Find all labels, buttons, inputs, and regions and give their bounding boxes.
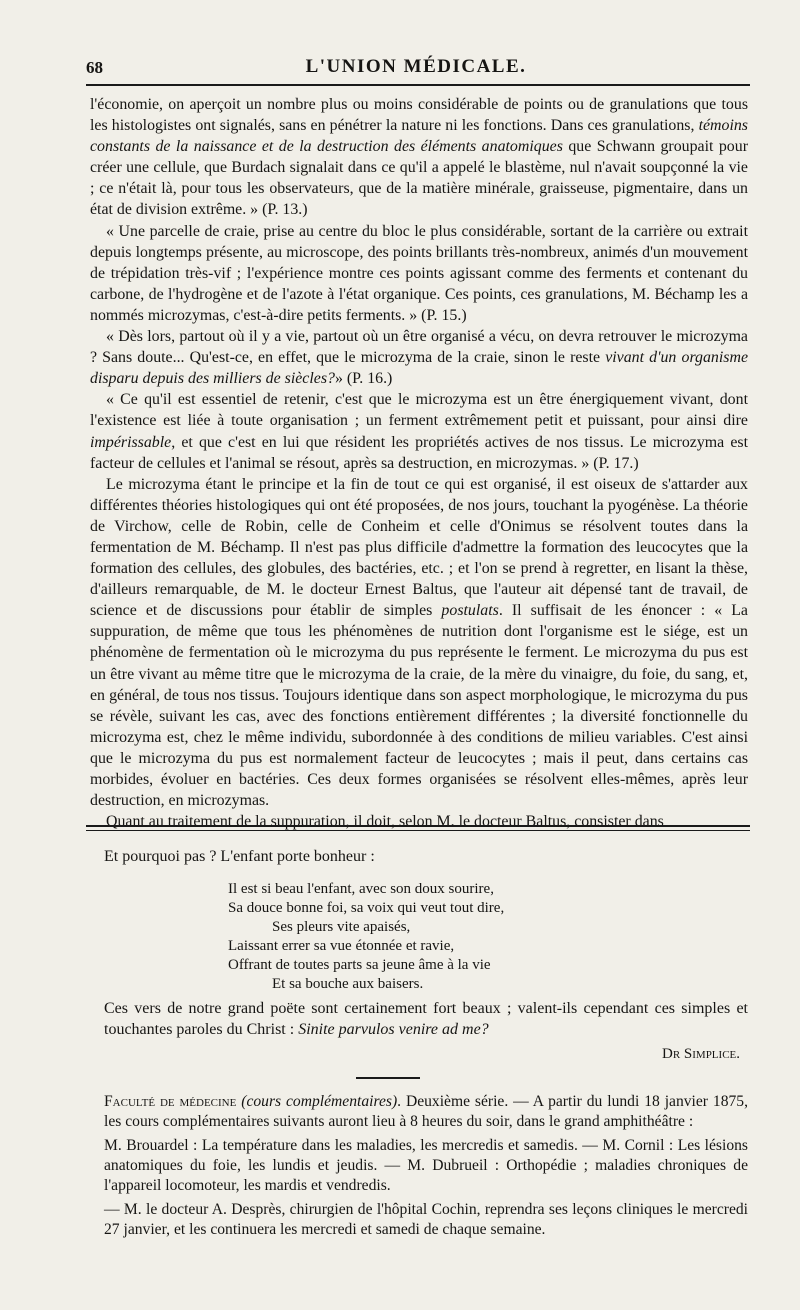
news-section <box>104 1092 748 1240</box>
latin-quote: Sinite parvulos venire ad me? <box>298 1021 489 1038</box>
italic-phrase: postulats <box>441 602 499 620</box>
paragraph-4: « Ce qu'il est essentiel de retenir, c'est que le microzyma est un être énergiquement vivant, dont l'existence est liée à toute organisation ; un ferment extrêmement petit et puissant, pour ainsi dire impérissable, et que c'est en lui que résident les propriétés actives de nos tissus. Le microzyma est facteur de cellules et l'animal se résout, après sa destruction, en microzymas. » (P. 17.) <box>90 391 748 472</box>
poem-line: Il est si beau l'enfant, avec son doux sourire, <box>228 881 494 897</box>
paragraph-5: Le microzyma étant le principe et la fin de tout ce qui est organisé, il est oiseux de s'attarder aux différentes théories histologiques qui ont été proposées, de nos jours, touchant la pyogénèse. La théorie de Virchow, celle de Robin, celle de Conheim et celle d'Onimus se résolvent toutes dans la fermentation de M. Béchamp. Il n'est pas plus difficile d'admettre la formation des leucocytes que la formation des cellules, des globules, des bactéries, etc. ; et l'on se prend à regretter, en lisant la thèse, d'ailleurs remarquable, de M. le docteur Ernest Baltus, que l'auteur ait dépensé tant de travail, de science et de discussions pour établir de simples postulats. Il suffisait de les énoncer : « La suppuration, de même que tous les phénomènes de nutrition dont l'organisme est le siége, est un phénomène de fermentation où le microzyma du pus représente le ferment. Le microzyma du pus est un être vivant au même titre que le microzyma de la craie, de la mère du vinaigre, du foie, du sang, et, en général, de tous nos tissus. Toujours identique dans son aspect morphologique, le microzyma du pus se révèle, suivant les cas, avec des fonctions entièrement différentes ; la diversité fonctionnelle du microzyma est, chez le même individu, subordonnée à des conditions de milieu variables. C'est ainsi que le microzyma du pus est normalement facteur de leucocytes ; mais il peut, dans certains cas morbides, évoluer en bactéries. Ces deux formes organisées se résolvent elles-mêmes, après leur destruction, en microzymas. <box>90 475 748 810</box>
header-rule <box>86 84 750 86</box>
poem <box>228 880 504 994</box>
section-divider <box>356 1077 420 1079</box>
feuilleton-rule <box>86 825 750 827</box>
paragraph-1: l'économie, on aperçoit un nombre plus ou moins considérable de points ou de granulations que tous les histologistes ont signalés, sans en pénétrer la nature ni les fonctions. Dans ces granulations, témoins constants de la naissance et de la destruction des éléments anatomiques que Schwann groupait pour créer une cellule, que Burdach signalait dans ce qu'il a appelé le blastème, nul n'avait soupçonné la vie ; ce n'était là, pour tous les observateurs, que de la matière minérale, graisseuse, pigmentaire, dans un état de division extrême. » (P. 13.) <box>90 96 748 219</box>
news-item-1: Faculté de médecine (cours complémentaires). Deuxième série. — A partir du lundi 18 janvier 1875, les cours complémentaires suivants auront lieu à 8 heures du soir, dans le grand amphithéâtre : <box>104 1093 748 1130</box>
italic-phrase: vivant d'un organisme disparu depuis des milliers de siècles? <box>90 349 748 388</box>
page-number: 68 <box>86 58 103 77</box>
paragraph-6: Quant au traitement de la suppuration, il doit, selon M. le docteur Baltus, consister dans <box>106 813 664 831</box>
signature: Dr Simplice. <box>661 1046 740 1062</box>
feuilleton-rule-thin <box>86 830 750 831</box>
italic-phrase: impérissable <box>90 433 172 451</box>
news-item-2: M. Brouardel : La température dans les maladies, les mercredis et samedis. — M. Cornil : Les lésions anatomiques du foie, les lundis et jeudis. — M. Dubrueil : Orthopédie ; maladies chroniques de l'appareil locomoteur, les mardis et vendredis. <box>104 1137 748 1194</box>
page-header <box>86 52 746 80</box>
paragraph-2: « Une parcelle de craie, prise au centre du bloc le plus considérable, sortant de la carrière ou extrait depuis longtemps présente, au microscope, des points brillants très-nombreux, animés d'un mouvement de trépidation très-vif ; l'expérience montre ces points agissant comme des ferments et contenant du carbone, de l'hydrogène et de l'azote à l'état organique. Ces points, ces granulations, M. Béchamp les a nommés microzymas, c'est-à-dire petits ferments. » (P. 15.) <box>90 222 748 324</box>
poem-line: Ses pleurs vite apaisés, <box>272 919 411 935</box>
italic-phrase: témoins constants de la naissance et de la destruction des éléments anatomiques <box>90 117 748 156</box>
poem-line: Et sa bouche aux baisers. <box>272 976 424 992</box>
poem-line: Offrant de toutes parts sa jeune âme à la vie <box>228 957 491 973</box>
feuilleton-intro: Et pourquoi pas ? L'enfant porte bonheur : <box>104 848 375 865</box>
feuilleton-closing: Ces vers de notre grand poëte sont certainement fort beaux ; valent-ils cependant ces simples et touchantes paroles du Christ : Sinite parvulos venire ad me? <box>104 1000 748 1038</box>
article-body <box>90 94 748 832</box>
paragraph-3: « Dès lors, partout où il y a vie, partout où un être organisé a vécu, on devra retrouver le microzyma ? Sans doute... Qu'est-ce, en effet, que le microzyma de la craie, sinon le reste vivant d'un organisme disparu depuis des milliers de siècles?» (P. 16.) <box>90 328 748 388</box>
news-item-3: — M. le docteur A. Desprès, chirurgien de l'hôpital Cochin, reprendra ses leçons cliniques le mercredi 27 janvier, et les continuera les mercredi et samedi de chaque semaine. <box>104 1201 748 1238</box>
running-head: L'UNION MÉDICALE. <box>305 56 527 77</box>
poem-line: Laissant errer sa vue étonnée et ravie, <box>228 938 455 954</box>
poem-line: Sa douce bonne foi, sa voix qui veut tout dire, <box>228 900 505 916</box>
